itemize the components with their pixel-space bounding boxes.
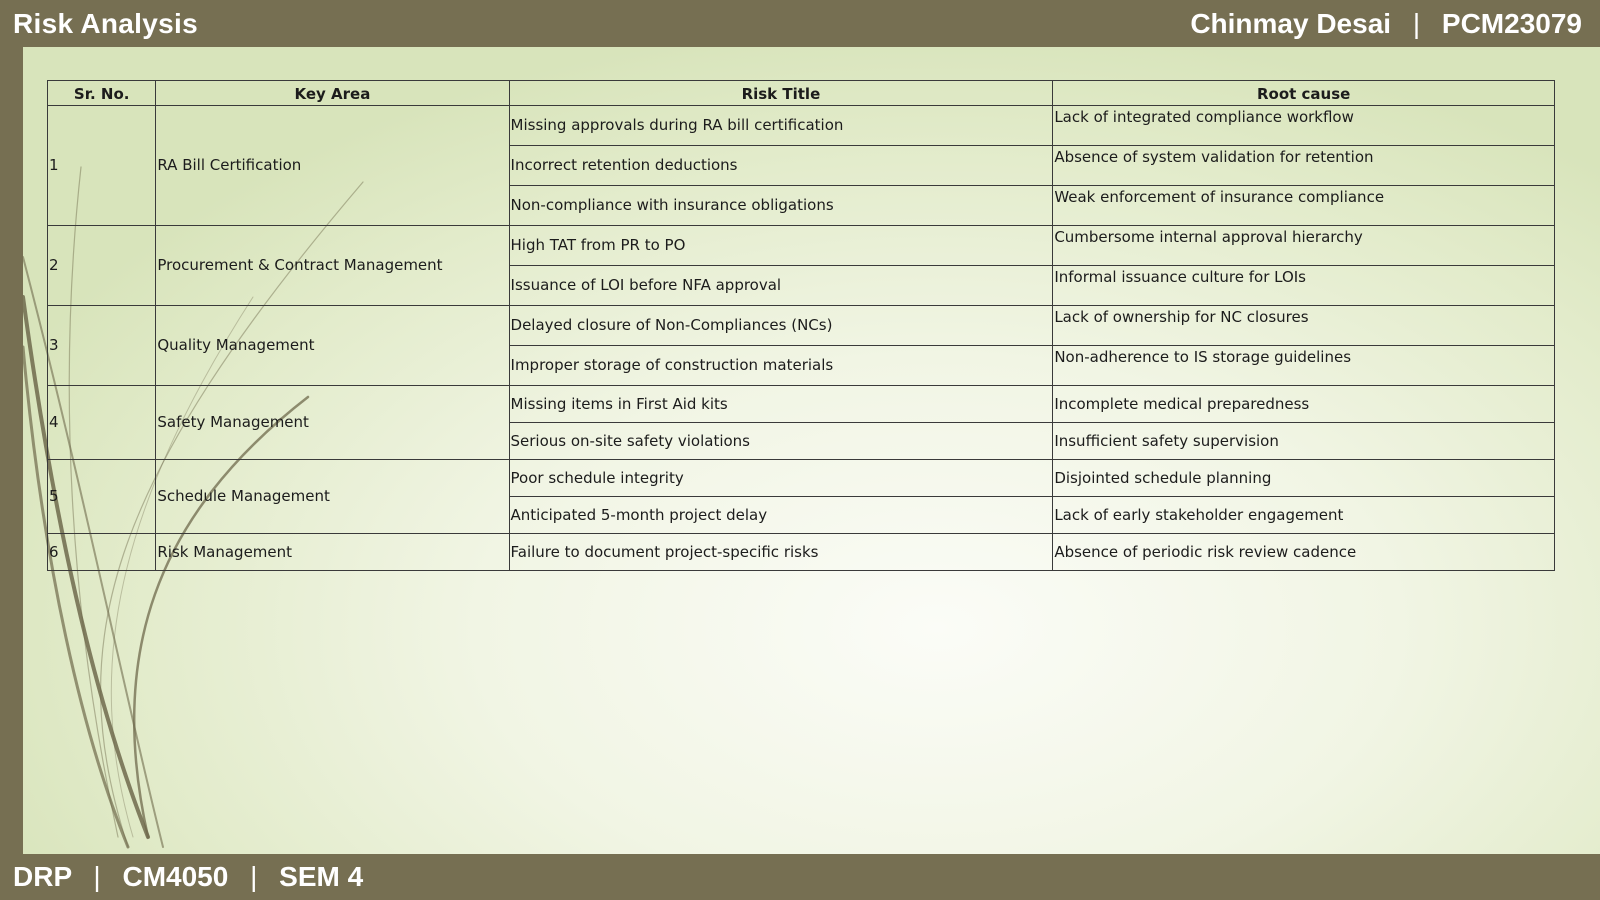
root-cause-cell: Lack of early stakeholder engagement [1053, 497, 1555, 534]
program-code: DRP [13, 861, 72, 892]
slide-title: Risk Analysis [13, 8, 198, 39]
column-header-risk-title: Risk Title [509, 81, 1053, 106]
risk-title-cell: Delayed closure of Non-Compliances (NCs) [509, 306, 1053, 346]
author-name: Chinmay Desai [1190, 8, 1392, 39]
root-cause-cell: Absence of periodic risk review cadence [1053, 534, 1555, 571]
risk-title-cell: Non-compliance with insurance obligations [509, 186, 1053, 226]
column-header-key-area: Key Area [156, 81, 509, 106]
key-area-cell: Safety Management [156, 386, 509, 460]
key-area-cell: Risk Management [156, 534, 509, 571]
sr-no-cell: 3 [48, 306, 156, 386]
risk-title-cell: Failure to document project-specific risks [509, 534, 1053, 571]
footer-bar [0, 854, 1600, 900]
risk-analysis-table [47, 80, 1555, 571]
root-cause-cell: Absence of system validation for retention [1053, 146, 1555, 186]
risk-title-cell: High TAT from PR to PO [509, 226, 1053, 266]
root-cause-cell: Cumbersome internal approval hierarchy [1053, 226, 1555, 266]
table-row [48, 534, 1555, 571]
header-divider: | [1412, 8, 1421, 39]
key-area-cell: Procurement & Contract Management [156, 226, 509, 306]
root-cause-cell: Disjointed schedule planning [1053, 460, 1555, 497]
risk-title-cell: Incorrect retention deductions [509, 146, 1053, 186]
column-header-root-cause: Root cause [1053, 81, 1555, 106]
footer-info [13, 857, 363, 897]
root-cause-cell: Insufficient safety supervision [1053, 423, 1555, 460]
course-code: CM4050 [122, 861, 229, 892]
root-cause-cell: Incomplete medical preparedness [1053, 386, 1555, 423]
risk-title-cell: Serious on-site safety violations [509, 423, 1053, 460]
sr-no-cell: 4 [48, 386, 156, 460]
column-header-sr-no: Sr. No. [48, 81, 156, 106]
sr-no-cell: 1 [48, 106, 156, 226]
risk-title-cell: Issuance of LOI before NFA approval [509, 266, 1053, 306]
root-cause-cell: Informal issuance culture for LOIs [1053, 266, 1555, 306]
content-panel [23, 47, 1600, 854]
header-bar [0, 0, 1600, 47]
footer-divider: | [250, 861, 258, 892]
root-cause-cell: Lack of integrated compliance workflow [1053, 106, 1555, 146]
sr-no-cell: 2 [48, 226, 156, 306]
risk-title-cell: Improper storage of construction materials [509, 346, 1053, 386]
table-row [48, 386, 1555, 423]
table-row [48, 106, 1555, 146]
sr-no-cell: 5 [48, 460, 156, 534]
table-row [48, 306, 1555, 346]
key-area-cell: Quality Management [156, 306, 509, 386]
key-area-cell: Schedule Management [156, 460, 509, 534]
sr-no-cell: 6 [48, 534, 156, 571]
table-header-row [48, 81, 1555, 106]
risk-title-cell: Anticipated 5-month project delay [509, 497, 1053, 534]
key-area-cell: RA Bill Certification [156, 106, 509, 226]
risk-title-cell: Poor schedule integrity [509, 460, 1053, 497]
footer-divider: | [93, 861, 101, 892]
root-cause-cell: Lack of ownership for NC closures [1053, 306, 1555, 346]
risk-title-cell: Missing approvals during RA bill certification [509, 106, 1053, 146]
roll-number: PCM23079 [1441, 8, 1582, 39]
risk-title-cell: Missing items in First Aid kits [509, 386, 1053, 423]
semester: SEM 4 [279, 861, 364, 892]
table-row [48, 460, 1555, 497]
table-row [48, 226, 1555, 266]
root-cause-cell: Weak enforcement of insurance compliance [1053, 186, 1555, 226]
author-info [1190, 4, 1582, 44]
root-cause-cell: Non-adherence to IS storage guidelines [1053, 346, 1555, 386]
